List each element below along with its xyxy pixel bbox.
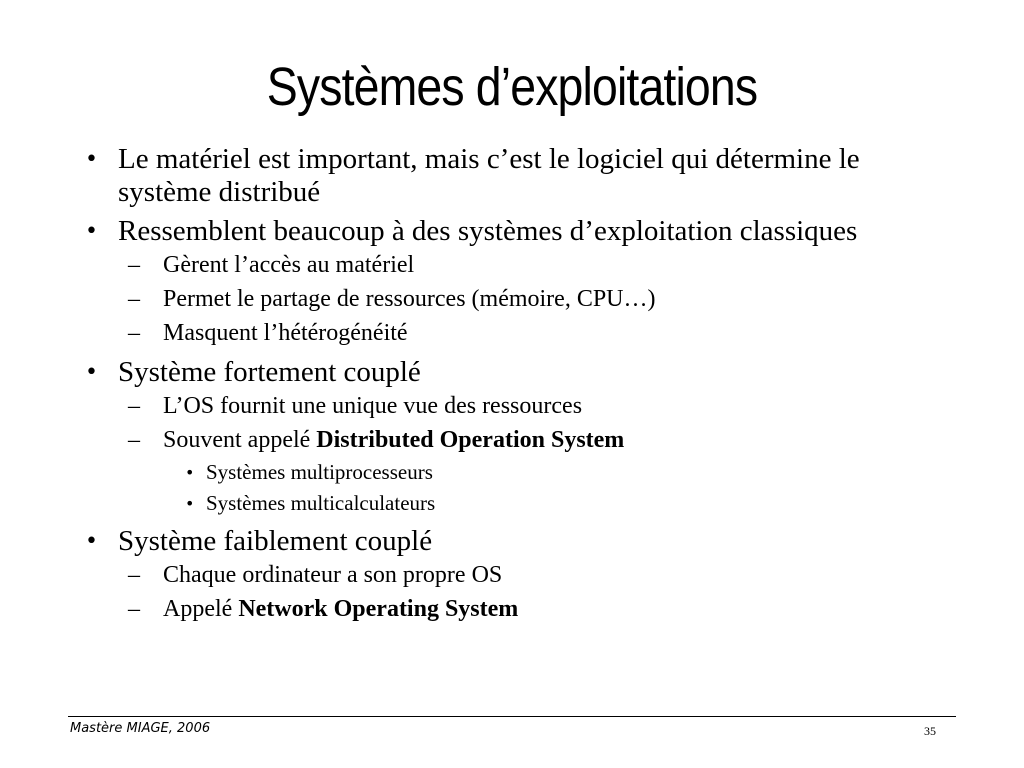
dash-marker: – — [128, 427, 140, 453]
footer-caption: Mastère MIAGE, 2006 — [70, 721, 211, 736]
sub-bullet-text: Chaque ordinateur a son propre OS — [163, 562, 503, 588]
bullet-item — [0, 215, 1024, 248]
page-number: 35 — [924, 724, 936, 738]
sub-sub-bullet-item — [0, 488, 1024, 519]
dash-marker: – — [128, 252, 140, 278]
bullet-item — [0, 356, 1024, 389]
sub-bullet-item — [0, 389, 1024, 423]
bullet-marker: • — [85, 529, 98, 554]
footer-divider — [68, 716, 956, 717]
bullet-marker: • — [85, 360, 98, 385]
slide-title: Systèmes d’exploitations — [266, 57, 758, 117]
dash-marker: – — [128, 596, 140, 622]
sub-bullet-item — [0, 248, 1024, 282]
sub-bullet-item — [0, 423, 1024, 457]
dash-marker: – — [128, 562, 140, 588]
sub-bullet-text: L’OS fournit une unique vue des ressources — [163, 393, 583, 419]
bullet-marker: • — [85, 147, 98, 172]
sub-bullet-prefix: Appelé — [163, 596, 239, 622]
sub-bullet-text: Gèrent l’accès au matériel — [163, 252, 415, 278]
bold-term: Distributed Operation System — [316, 427, 625, 453]
bullet-text: Système fortement couplé — [118, 356, 421, 388]
slide-body — [0, 143, 1024, 626]
small-bullet-marker: • — [185, 494, 195, 513]
bullet-text: Ressemblent beaucoup à des systèmes d’exploitation classiques — [118, 215, 858, 247]
bullet-text: Système faiblement couplé — [118, 525, 433, 557]
sub-sub-bullet-text: Systèmes multiprocesseurs — [206, 460, 433, 484]
sub-bullet-item — [0, 282, 1024, 316]
sub-bullet-item — [0, 316, 1024, 350]
dash-marker: – — [128, 320, 140, 346]
sub-bullet-prefix: Souvent appelé — [163, 427, 317, 453]
sub-bullet-text: Masquent l’hétérogénéité — [163, 320, 408, 346]
dash-marker: – — [128, 286, 140, 312]
small-bullet-marker: • — [185, 463, 195, 482]
dash-marker: – — [128, 393, 140, 419]
sub-bullet-text: Permet le partage de ressources (mémoire, CPU…) — [163, 286, 656, 312]
sub-sub-bullet-item — [0, 457, 1024, 488]
bullet-marker: • — [85, 219, 98, 244]
sub-sub-bullet-text: Systèmes multicalculateurs — [206, 491, 436, 515]
bullet-item — [0, 525, 1024, 558]
sub-bullet-item — [0, 558, 1024, 592]
bullet-text: Le matériel est important, mais c’est le logiciel qui détermine le système distribué — [118, 143, 860, 208]
bold-term: Network Operating System — [238, 596, 519, 622]
sub-bullet-item — [0, 592, 1024, 626]
bullet-item — [0, 143, 1024, 209]
